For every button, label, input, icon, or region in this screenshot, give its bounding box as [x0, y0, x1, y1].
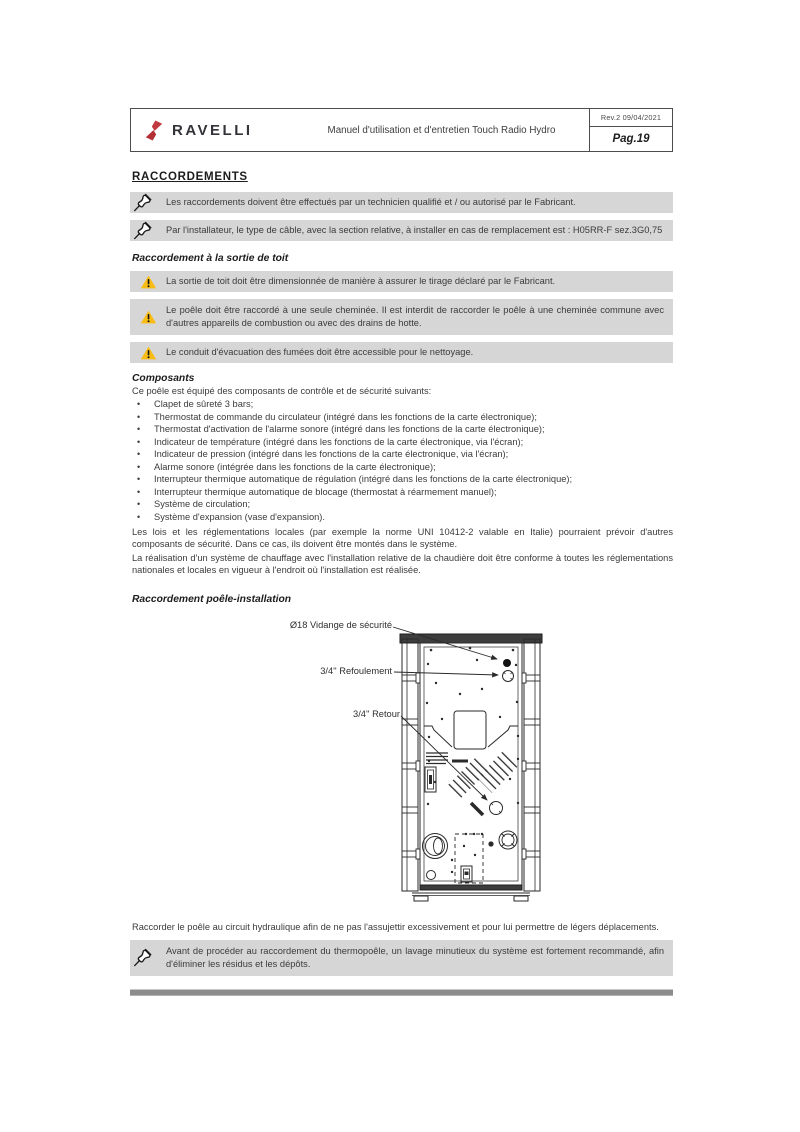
- warning-note: [130, 299, 673, 335]
- pin-note: [130, 192, 673, 213]
- diagram-label-refoulement: 3/4'' Refoulement: [320, 666, 392, 677]
- installation-outro: Raccorder le poêle au circuit hydraulique afin de ne pas l'assujettir excessivement et pour lui permettre de légers déplacements.: [132, 922, 659, 933]
- pin-note: [130, 220, 673, 241]
- brand-logo: [131, 109, 294, 151]
- brand-name: RAVELLI: [172, 121, 253, 139]
- warning-text: Le conduit d'évacuation des fumées doit être accessible pour le nettoyage.: [166, 347, 474, 358]
- section-title-composants: Composants: [132, 373, 195, 385]
- list-item: • Indicateur de température (intégré dans les fonctions de la carte électronique, via l'écran);: [132, 436, 673, 448]
- document-title: Manuel d'utilisation et d'entretien Touch Radio Hydro: [327, 124, 556, 136]
- warning-triangle-icon: [140, 274, 157, 289]
- pin-note-text: Par l'installateur, le type de câble, avec la section relative, à installer en cas de remplacement est : H05RR-F sez.3G0,75: [166, 225, 663, 236]
- section-title-raccordements: RACCORDEMENTS: [132, 171, 248, 183]
- page: [130, 108, 673, 996]
- list-item: • Clapet de sûreté 3 bars;: [132, 398, 673, 410]
- page-header: [130, 108, 673, 152]
- diagram-label-retour: 3/4'' Retour: [353, 709, 400, 720]
- section-title-poele-installation: Raccordement poêle-installation: [132, 594, 292, 606]
- list-item: • Alarme sonore (intégrée dans les fonctions de la carte électronique);: [132, 461, 673, 473]
- pin-note: [130, 940, 673, 976]
- pin-note-text: Les raccordements doivent être effectués par un technicien qualifié et / ou autorisé par le Fabricant.: [166, 197, 576, 207]
- page-number: Pag.19: [612, 133, 650, 146]
- pin-note-text: Avant de procéder au raccordement du thermopoêle, un lavage minutieux du système est fortement recommandé, afin d'éliminer les résidus et les dépôts.: [166, 945, 664, 969]
- list-item: • Thermostat d'activation de l'alarme sonore (intégré dans les fonctions de la carte électronique);: [132, 423, 673, 435]
- pushpin-icon: [131, 189, 156, 214]
- components-paragraph: Les lois et les réglementations locales (par exemple la norme UNI 10412-2 valable en Italie) pourraient prévoir d'autres composants de sécurité. Dans ce cas, ils doivent être montés dans le système.: [132, 526, 673, 550]
- list-item: • Système de circulation;: [132, 498, 673, 510]
- stove-rear-diagram: [130, 619, 673, 919]
- warning-note: [130, 342, 673, 363]
- stove-rear-drawing: [130, 619, 673, 919]
- pushpin-icon: [131, 217, 156, 242]
- components-paragraph: La réalisation d'un système de chauffage avec l'installation relative de la chaudière doit être conforme à toutes les réglementations nationales et locales en vigueur à l'endroit où l'installation est réalisée.: [132, 552, 673, 576]
- pushpin-icon: [131, 944, 156, 969]
- list-item: • Indicateur de pression (intégré dans les fonctions de la carte électronique, via l'écran);: [132, 448, 673, 460]
- list-item: • Interrupteur thermique automatique de régulation (intégré dans les fonctions de la carte électronique);: [132, 473, 673, 485]
- warning-text: Le poêle doit être raccordé à une seule cheminée. Il est interdit de raccorder le poêle à une cheminée commune avec d'autres appareils de combustion ou avec des drains de hotte.: [166, 305, 664, 329]
- ravelli-flame-icon: [144, 119, 164, 142]
- list-item: • Interrupteur thermique automatique de blocage (thermostat à réarmement manuel);: [132, 486, 673, 498]
- warning-triangle-icon: [140, 310, 157, 325]
- warning-note: [130, 271, 673, 292]
- footer-divider: [130, 989, 673, 996]
- section-title-sortie-de-toit: Raccordement à la sortie de toit: [132, 253, 289, 265]
- header-meta: [589, 109, 672, 151]
- warning-text: La sortie de toit doit être dimensionnée de manière à assurer le tirage déclaré par le Fabricant.: [166, 276, 556, 287]
- list-item: • Thermostat de commande du circulateur (intégré dans les fonctions de la carte électronique);: [132, 411, 673, 423]
- components-intro: Ce poêle est équipé des composants de contrôle et de sécurité suivants:: [132, 386, 432, 397]
- components-list: [132, 398, 673, 523]
- warning-triangle-icon: [140, 345, 157, 360]
- list-item: • Système d'expansion (vase d'expansion).: [132, 511, 673, 523]
- diagram-label-vidange: Ø18 Vidange de sécurité: [289, 620, 392, 631]
- revision-label: Rev.2 09/04/2021: [590, 109, 672, 127]
